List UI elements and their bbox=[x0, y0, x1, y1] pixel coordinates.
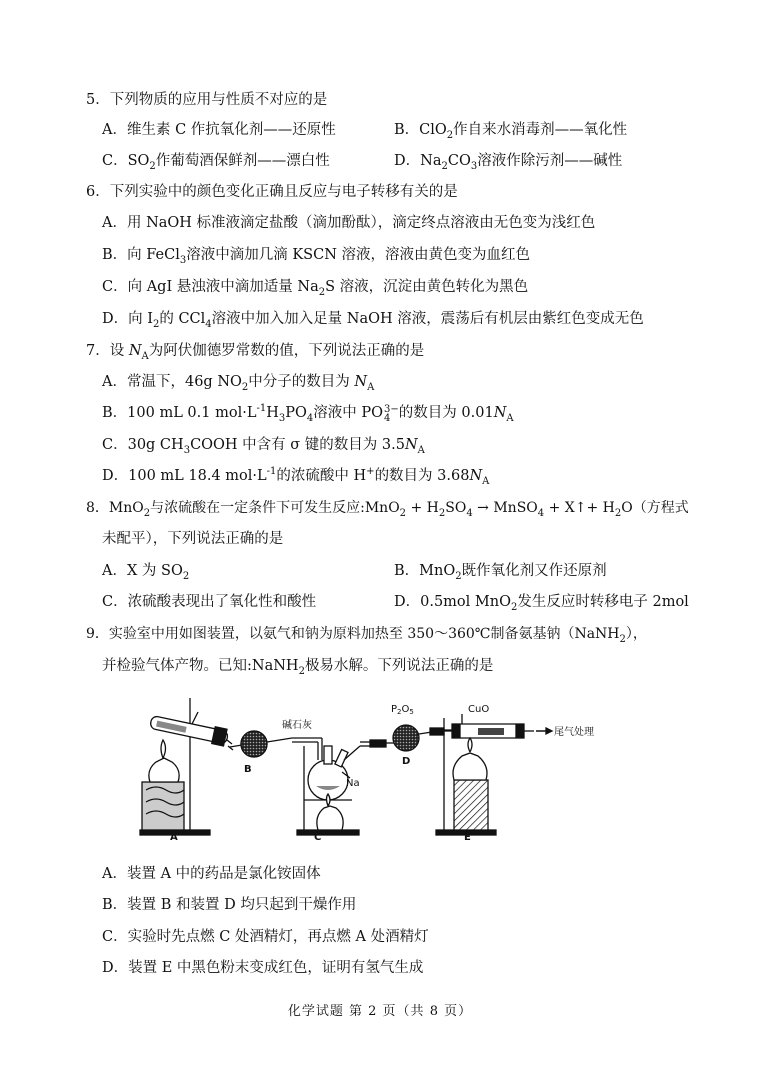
q5-stem: 5．下列物质的应用与性质不对应的是 bbox=[86, 92, 328, 108]
q9-option-d: D．装置 E 中黑色粉末变成红色，证明有氢气生成 bbox=[102, 960, 424, 976]
test-tube-a bbox=[149, 714, 229, 747]
phosphate-charge: 3− 4 bbox=[384, 404, 399, 424]
q7-option-d: D．100 mL 18.4 $mol\cdot L^{-1}$的浓硫酸中 H+的数目为 $3.68N_A$ bbox=[102, 466, 490, 487]
q6-option-b: B．向 FeCl$_3$溶液中滴加几滴 KSCN 溶液，溶液由黄色变为血红色 bbox=[102, 247, 530, 266]
q8-option-a: A．X 为 $SO_2$ bbox=[102, 563, 190, 582]
q9-option-c: C．实验时先点燃 C 处酒精灯，再点燃 A 处酒精灯 bbox=[102, 929, 429, 945]
q7-option-b: B．100 mL 0.1 $mol\cdot L^{-1}H_3PO_4$溶液中 PO 3− 4 的数目为 $0.01N_A$ bbox=[102, 403, 514, 424]
drying-tube-d bbox=[393, 725, 419, 751]
q6-option-d: D．向 $I_2$的 CCl$_4$溶液中加入加入足量 NaOH 溶液，震荡后有机层由紫红色变成无色 bbox=[102, 311, 644, 330]
label-d: D bbox=[402, 756, 411, 767]
lamp-a bbox=[149, 758, 179, 782]
label-cuo: CuO bbox=[468, 704, 490, 715]
q7-stem: 7．设 $N_A$为阿伏伽德罗常数的值，下列说法正确的是 bbox=[86, 343, 425, 362]
label-c: C bbox=[314, 832, 322, 843]
q6-stem: 6．下列实验中的颜色变化正确且反应与电子转移有关的是 bbox=[86, 184, 458, 200]
clamp-a bbox=[192, 712, 198, 724]
q8-option-c: C．浓硫酸表现出了氧化性和酸性 bbox=[102, 594, 317, 610]
q9-option-b: B．装置 B 和装置 D 均只起到干燥作用 bbox=[102, 897, 357, 913]
label-e: E bbox=[464, 832, 471, 843]
label-p2o5: $P_2O_5$ bbox=[391, 704, 414, 716]
q9-stem-line2: 并检验气体产物。已知:NaNH$_2$极易水解。下列说法正确的是 bbox=[102, 658, 494, 677]
page-footer: 化学试题 第 2 页（共 8 页） bbox=[287, 1004, 473, 1019]
apparatus-figure bbox=[132, 690, 602, 845]
q8-option-d: D．0.5mol MnO$_2$发生反应时转移电子 2mol bbox=[394, 594, 689, 613]
block-e bbox=[454, 780, 488, 830]
q9-option-a: A．装置 A 中的药品是氯化铵固体 bbox=[102, 866, 321, 882]
q8-option-b: B．MnO$_2$既作氧化剂又作还原剂 bbox=[394, 563, 607, 582]
q7-option-a: A．常温下，46g $NO_2$中分子的数目为 $N_A$ bbox=[102, 374, 375, 393]
q5-option-a: A．维生素 C 作抗氧化剂——还原性 bbox=[102, 122, 336, 138]
q7-option-c: C．30g $CH_3COOH$ 中含有 σ 键的数目为 $3.5N_A$ bbox=[102, 437, 425, 456]
q8-stem-line2: 未配平），下列说法正确的是 bbox=[102, 531, 284, 547]
label-soda-lime: 碱石灰 bbox=[282, 720, 312, 731]
q9-stem-line1: 9．实验室中用如图装置，以氨气和钠为原料加热至 350～360℃制备氨基钠（NaNH$_2$）， bbox=[86, 626, 647, 645]
q5-option-d: D．$Na_2CO_3$溶液作除污剂——碱性 bbox=[394, 153, 623, 172]
q6-option-a: A．用 NaOH 标准液滴定盐酸（滴加酚酞），滴定终点溶液由无色变为浅红色 bbox=[102, 215, 596, 231]
label-b: B bbox=[244, 764, 252, 775]
q5-option-b: B．ClO$_2$作自来水消毒剂——氧化性 bbox=[394, 122, 628, 141]
label-a: A bbox=[170, 832, 178, 843]
label-tail-gas: 尾气处理 bbox=[554, 727, 594, 738]
q6-option-c: C．向 AgI 悬浊液中滴加适量 $Na_2S$ 溶液，沉淀由黄色转化为黑色 bbox=[102, 279, 529, 298]
lamp-c bbox=[317, 806, 343, 830]
label-na: Na bbox=[346, 778, 360, 789]
q5-option-c: C．$SO_2$作葡萄酒保鲜剂——漂白性 bbox=[102, 153, 330, 172]
lamp-e bbox=[453, 753, 487, 780]
q8-stem-line1: 8．MnO$_2$与浓硫酸在一定条件下可发生反应:MnO$_2$ + $H_2SO_4$ → MnSO$_4$ + X↑+ $H_2O$（方程式 bbox=[86, 500, 689, 519]
